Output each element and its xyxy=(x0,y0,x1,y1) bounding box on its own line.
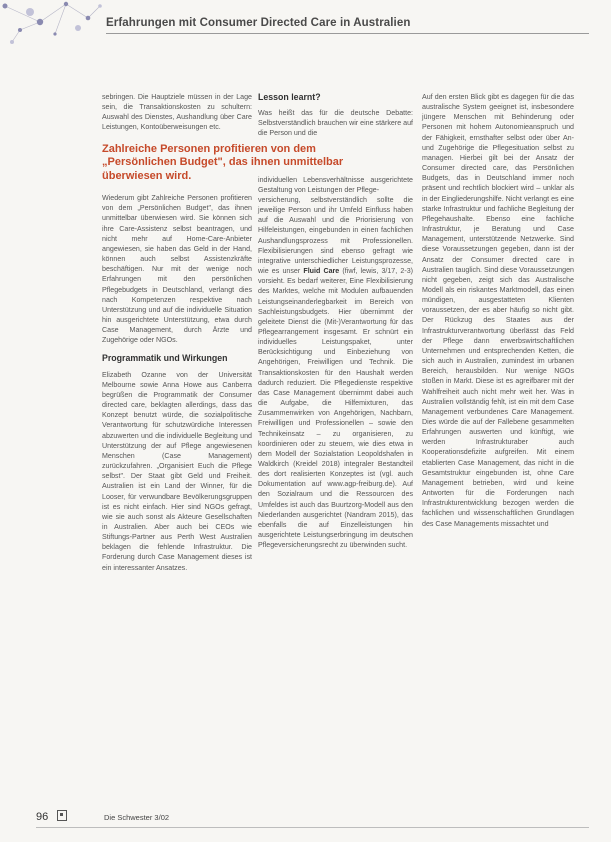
col2-paragraph-tail: (fiwf, lewis, 3/17, 2-3) vorsieht. Es bedarf weiterer, Eine Flexibilisierung des Marktes, welche mit Modulen aufbauenden Leistungseinanderlegbarkeit im Bereich von Sachleistungsbudgets. Hier übernimmt der geleitete Dienst die (Mit-)Verantwortung für das Pflegearrangement insgesamt. Er schnürt ein individuelles Leistungspaket, unter Berücksichtigung und Einbeziehung von Angehörigen, Freiwilligen und Technik. Die Transaktionskosten für den Haushalt werden dadurch reduziert. Die Pflegedienste respektive das Case Management übernimmt dabei auch die Aufgabe, die Hilfemixturen, das Zusammenwirken von Angehörigen, Nachbarn, Freiwilligen und Professionellen – sowie den Technikeinsatz – zu organisieren, zu koordinieren oder zu steuern, wie dies etwa in dem Modell der Sozialstation Leopoldshafen in Waldkirch (Kreidel 2018) integraler Bestandteil des dort realisierten Konzeptes ist (vgl. auch Dokumentation auf www.agp-freiburg.de). Auf den Sozialraum und die Ressourcen des Umfeldes ist auch das Buurtzorg-Modell aus den Niederlanden ausgerichtet (Nandram 2015), das ebenfalls die auf Einzelleistungen hin ausgerichtete Leistungserbringung im deutschen Pflegeversicherungsrecht zu überwinden sucht. xyxy=(258,267,413,550)
col3-paragraph: Auf den ersten Blick gibt es dagegen für die das australische System geeignet ist, insbesondere jüngere Menschen mit Behinderung oder Personen mit hohem Autonomieanspruch und der Fähigkeit, ernsthafter selbst oder über An- und Zugehörige die Pflegesituation selbst zu managen. Hierbei gilt bei der Ansatz der Consumer directed care, das Persönlichen Budgets, das in Deutschland immer noch präsent und rechtlich blockiert wird – unklar als in der Eingliederungshilfe. Nicht verlangt es eine starke Infrastruktur und fachliche Begleitung der Pflegehaushalte. Ebenso eine fachliche Infrastruktur, je Beratung und Case Management, unterstützende Netzwerke. Sind diese Voraussetzungen gegeben, dann ist der Ansatz der Consumer directed care in Australien tauglich. Sind diese Voraussetzungen nicht gegeben, zeigt sich das Australische Modell als ein riskantes Marktmodell, das einen mündigen, ausgestatteten Klienten voraussetzen, der es aber häufig so nicht gibt. Der Rückzug des Staates aus der Infrastrukturverantwortung überlässt das Feld der Pflege dann erwerbswirtschaftlichen Unternehmen und entsprechenden Ketten, die sich auch in Australien, zumindest im urbanen Bereich, herausbilden. Nur wenige NGOs stoßen in Markt. Diese ist es agreifbarer mit der Wahlfreiheit auch nicht mehr weit her. Was in Australien vollständig fehlt, ist ein mit dem Case Management verbundenes Care Management. Dies würde die auf der Fallebene gesammelten Erfahrungen auswerten und künftigt, wie werden Infrastrukturaber auch Kooperationsdefizite aufgreifen. Mit einem etablierten Case Management, das nicht in die Gesamtstruktur eingebunden ist, ohne Care Management betrieben, wird und keine Antworten für die Forderungen nach Infrastrukturentwicklung bezogen werden die fachlichen und wissenschaftlichen Grundlagen des Case Managements missachtet und xyxy=(422,93,574,528)
journal-issue: Die Schwester 3/02 xyxy=(104,813,170,822)
column-3 xyxy=(422,92,574,529)
page-number: 96 xyxy=(36,811,49,823)
col2-paragraph-indented: individuellen Lebensverhältnisse ausgerichtete Gestaltung von Leistungen der Pflege- xyxy=(258,175,413,194)
col1-intro-paragraph: sebringen. Die Hauptziele müssen in der Lage sein, die Transaktionskosten zu schultern: Auswahl des Dienstes, Aushandlung über Care Leistungen, Kontoüberweisungen etc. xyxy=(102,93,252,132)
pull-quote-clearance xyxy=(258,139,413,175)
running-header-title: Erfahrungen mit Consumer Directed Care in Australien xyxy=(106,17,411,29)
footer-divider xyxy=(36,827,589,828)
pull-quote-heading: Zahlreiche Personen profitieren von dem „Persönlichen Budget", das ihnen unmittelbar überwiesen wird. xyxy=(102,142,344,182)
col2-paragraph-body xyxy=(258,195,413,550)
column-2 xyxy=(258,92,413,550)
col2-paragraph-top: Was heißt das für die deutsche Debatte: Selbstverständlich brauchen wir eine stärkere auf die Person und die xyxy=(258,109,413,138)
col1-paragraph-2: Elizabeth Ozanne von der Universität Melbourne sowie Anna Howe aus Canberra begrüßen die Programmatik der Consumer directed care, beklagten allerdings, dass das Konzept benutzt würde, die sozialpolitische Verantwortung für schutzwürdiche Interessen abzuwerten und die individuelle Begleitung und Unterstützung der auf Pflege angewiesenen Menschen (Case Management) zurückzufahren. „Organisiert Euch die Pflege selbst". Der Staat gibt Geld und Freiheit. Australien ist ein Land der Winner, für die Looser, für verwundbare Bevölkerungsgruppen ist es nicht einfach. Hier sind NGOs gefragt, wie sie auch sonst als Akteure Gesellschaften in Australien. Aber auch bei CEOs wie Stiftungs-Partner aus Perth West Australien beklagen die fehlende Infrastruktur. Die Forderung durch Case Management dieses ist ein interessanter Ansatzes. xyxy=(102,370,252,572)
journal-logo-icon xyxy=(57,810,67,821)
fluid-care-reference: Fluid Care xyxy=(303,267,340,276)
section-heading-programmatik: Programmatik und Wirkungen xyxy=(102,353,228,364)
col1-paragraph-1: Wiederum gibt Zahlreiche Personen profitieren von dem „Persönlichen Budget", das ihnen unmittelbar überwiesen wird. Sie können sich ihre Care-Assistenz selbst beantragen, und nicht mehr auf Home-Care-Anbieter angewiesen, sie haben das Geld in der Hand, können auch selbst Assistenzkräfte beschäftigen. Nur mit der wenige noch Erfahrungen mit den persönlichen Pflegebudgets in Deutschland, verlangt dies nach Kompetenzen respektive nach Unterstützung und auf die individuelle Situation hin ausgerichtete Unterstützung, etwa durch Case Management, durch Ärzte und Zugehörige oder NGOs. xyxy=(102,194,252,345)
col2-paragraph-rest: versicherung, selbstverständlich sollte die jeweilige Person und ihr Umfeld Einfluss haben auf die Auswahl und die Priorisierung von Hilfeleistungen, eingebunden in einen fachlichen Aushandlungsprozess mit Professionellen. Flexibilisierungen sind ebenso gefragt wie integrative unterschiedlicher Leistungsprozesse, wie es unser xyxy=(258,195,413,276)
header-divider xyxy=(106,33,589,34)
section-heading-lesson-learnt: Lesson learnt? xyxy=(258,92,321,102)
